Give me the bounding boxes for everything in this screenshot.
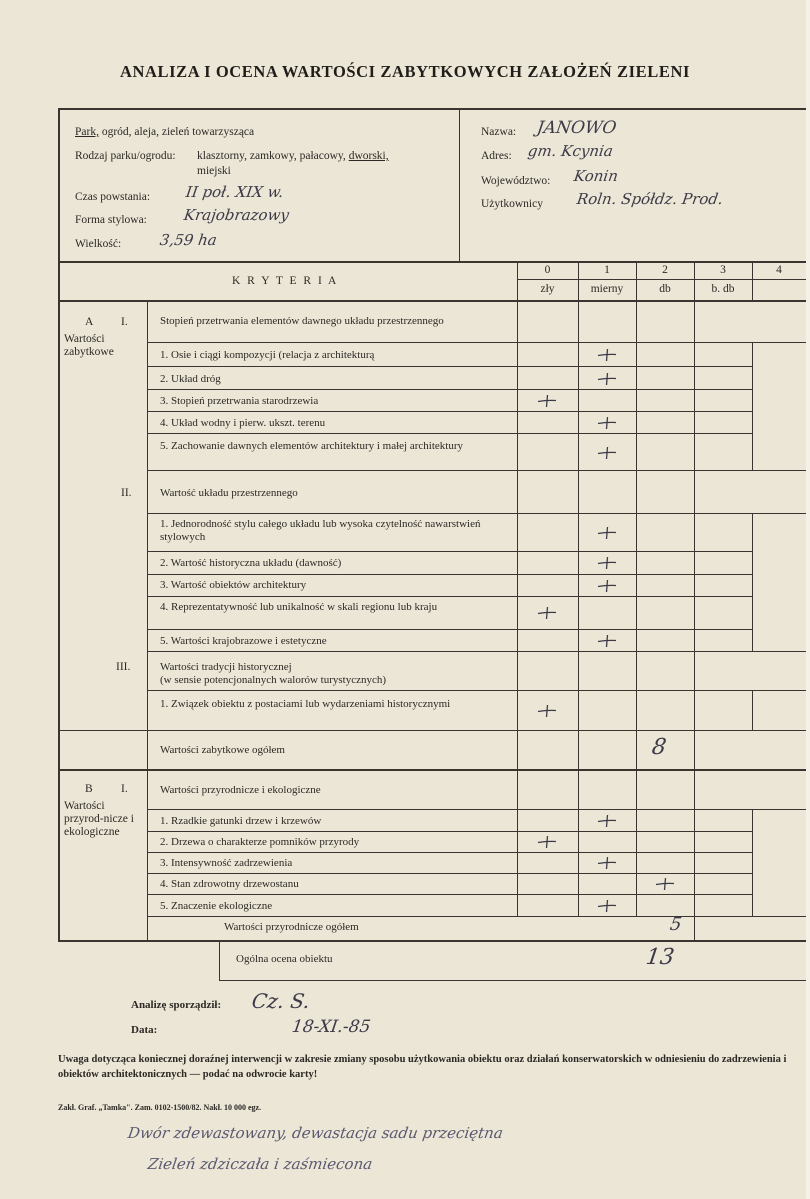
score-col-3-num: 3 [720, 264, 726, 276]
a-total-label: Wartości zabytkowe ogółem [160, 744, 285, 756]
b-item-2: 2. Drzewa o charakterze pomników przyrody [160, 836, 360, 848]
score-mark [536, 834, 558, 848]
score-mark [536, 605, 558, 619]
col-line-2 [636, 261, 637, 916]
a2-item-1: 1. Jednorodność stylu całego układu lub wysoka czytelność nawarstwień stylowych [160, 518, 481, 543]
a2-item-5: 5. Wartości krajobrazowe i estetyczne [160, 635, 327, 647]
rodzaj-value-1a: klasztorny, zamkowy, pałacowy, [197, 150, 346, 162]
col-line-1 [578, 261, 579, 916]
a1-title: Stopień przetrwania elementów dawnego układu przestrzennego [160, 315, 444, 327]
czas-value: II poł. XIX w. [184, 183, 285, 201]
uzyt-value: Roln. Spółdz. Prod. [575, 190, 725, 208]
col-line-3 [694, 261, 695, 941]
score-mark [596, 555, 618, 569]
a2-item-2: 2. Wartość historyczna układu (dawność) [160, 557, 342, 569]
score-mark [596, 371, 618, 385]
uzyt-label: Użytkownicy [481, 198, 543, 210]
a1-item-3: 3. Stopień przetrwania starodrzewia [160, 395, 319, 407]
data-value: 18-XI.-85 [290, 1017, 372, 1037]
handnote-2: Zieleń zdziczała i zaśmiecona [146, 1155, 374, 1173]
b-item-3: 3. Intensywność zadrzewienia [160, 857, 293, 869]
forma-label: Forma stylowa: [75, 214, 147, 226]
score-mark [596, 898, 618, 912]
adres-label: Adres: [481, 150, 512, 162]
score-mark [596, 525, 618, 539]
score-mark [596, 813, 618, 827]
section-a-roman: I. [121, 316, 128, 328]
a2-item-3: 3. Wartość obiektów architektury [160, 579, 307, 591]
park-type-line [75, 126, 254, 139]
overall-value: 13 [644, 945, 676, 970]
a1-item-5: 5. Zachowanie dawnych elementów architektury i małej architektury [160, 440, 463, 452]
a2-title: Wartość układu przestrzennego [160, 487, 298, 499]
section-a-letter: A [85, 316, 94, 328]
score-mark [536, 393, 558, 407]
a-total-value: 8 [650, 735, 668, 760]
kryteria-bottom [58, 300, 806, 302]
score-mark [536, 703, 558, 717]
score-mark [596, 578, 618, 592]
page-edge [806, 0, 810, 1199]
frame-top [58, 108, 806, 110]
b-item-4: 4. Stan zdrowotny drzewostanu [160, 878, 299, 890]
wielkosc-value: 3,59 ha [158, 231, 219, 249]
section-a-iii: III. [116, 661, 131, 673]
score-col-1-name: mierny [590, 283, 624, 295]
a3-title-1: Wartości tradycji historycznej [160, 661, 292, 673]
section-b-letter: B [85, 783, 93, 795]
score-col-2-num: 2 [662, 264, 668, 276]
section-a-name: Wartości zabytkowe [64, 333, 114, 358]
forma-value: Krajobrazowy [182, 206, 291, 224]
section-b-roman: I. [121, 783, 128, 795]
score-mark [596, 347, 618, 361]
score-col-4-num: 4 [776, 264, 782, 276]
b-total-label: Wartości przyrodnicze ogółem [224, 921, 359, 933]
a1-item-1: 1. Osie i ciągi kompozycji (relacja z architekturą [160, 349, 375, 361]
score-mark [596, 445, 618, 459]
printer-line: Zakł. Graf. „Tamka". Zam. 0102-1500/82. Nakł. 10 000 egz. [58, 1103, 262, 1112]
a1-item-2: 2. Układ dróg [160, 373, 221, 385]
kryteria-label: K R Y T E R I A [232, 275, 339, 287]
park-underlined: Park, [75, 126, 99, 138]
analiza-value: Cz. S. [250, 989, 312, 1013]
score-col-0-name: zły [540, 283, 555, 295]
nazwa-value: JANOWO [535, 118, 618, 138]
park-rest: ogród, aleja, zieleń towarzysząca [101, 126, 255, 138]
rodzaj-value-1b: dworski, [348, 150, 389, 162]
czas-label: Czas powstania: [75, 191, 151, 203]
woj-label: Województwo: [481, 175, 551, 187]
score-col-3-name: b. db [711, 283, 735, 295]
woj-value: Konin [572, 167, 620, 185]
b-total-value: 5 [668, 914, 683, 935]
section-b-name: Wartości przyrod-nicze i ekologiczne [64, 800, 134, 838]
nazwa-label: Nazwa: [481, 126, 517, 138]
score-col-1-num: 1 [604, 264, 610, 276]
analiza-label: Analizę sporządził: [131, 999, 222, 1011]
score-col-0-num: 0 [544, 264, 551, 276]
col-line-0 [517, 261, 518, 916]
a1-item-4: 4. Układ wodny i pierw. ukszt. terenu [160, 417, 326, 429]
section-a-ii: II. [121, 487, 132, 499]
score-mark [596, 633, 618, 647]
overall-label: Ogólna ocena obiektu [236, 953, 333, 965]
b-item-5: 5. Znaczenie ekologiczne [160, 900, 273, 912]
b-item-1: 1. Rzadkie gatunki drzew i krzewów [160, 815, 322, 827]
a2-item-4: 4. Reprezentatywność lub unikalność w skali regionu lub kraju [160, 601, 438, 613]
score-mark [596, 415, 618, 429]
adres-value: gm. Kcynia [526, 142, 615, 160]
section-col [147, 300, 148, 941]
rodzaj-value-2: miejski [197, 165, 231, 177]
rodzaj-value [197, 150, 389, 163]
uwaga-note: Uwaga dotycząca koniecznej doraźnej interwencji w zakresie zmiany sposobu użytkowania obiektu oraz działań konserwatorskich w odniesieniu do zadrzewienia i obiektów architektonicznych — podać na odwrocie karty! [58, 1054, 787, 1080]
a3-item-1: 1. Związek obiektu z postaciami lub wydarzeniami historycznymi [160, 698, 451, 710]
form-title: ANALIZA I OCENA WARTOŚCI ZABYTKOWYCH ZAŁOŻEŃ ZIELENI [119, 62, 691, 81]
wielkosc-label: Wielkość: [75, 238, 122, 250]
score-mark [596, 855, 618, 869]
kryteria-sub [517, 279, 806, 280]
frame-left [58, 108, 60, 942]
rodzaj-label: Rodzaj parku/ogrodu: [75, 150, 176, 162]
score-mark [654, 876, 676, 890]
data-label: Data: [131, 1024, 158, 1036]
score-col-2-name: db [659, 283, 671, 295]
header-divider [459, 108, 460, 262]
b-title: Wartości przyrodnicze i ekologiczne [160, 784, 321, 796]
a3-title-2: (w sensie potencjonalnych walorów turystycznych) [160, 674, 387, 686]
handnote-1: Dwór zdewastowany, dewastacja sadu przeciętna [126, 1124, 505, 1142]
